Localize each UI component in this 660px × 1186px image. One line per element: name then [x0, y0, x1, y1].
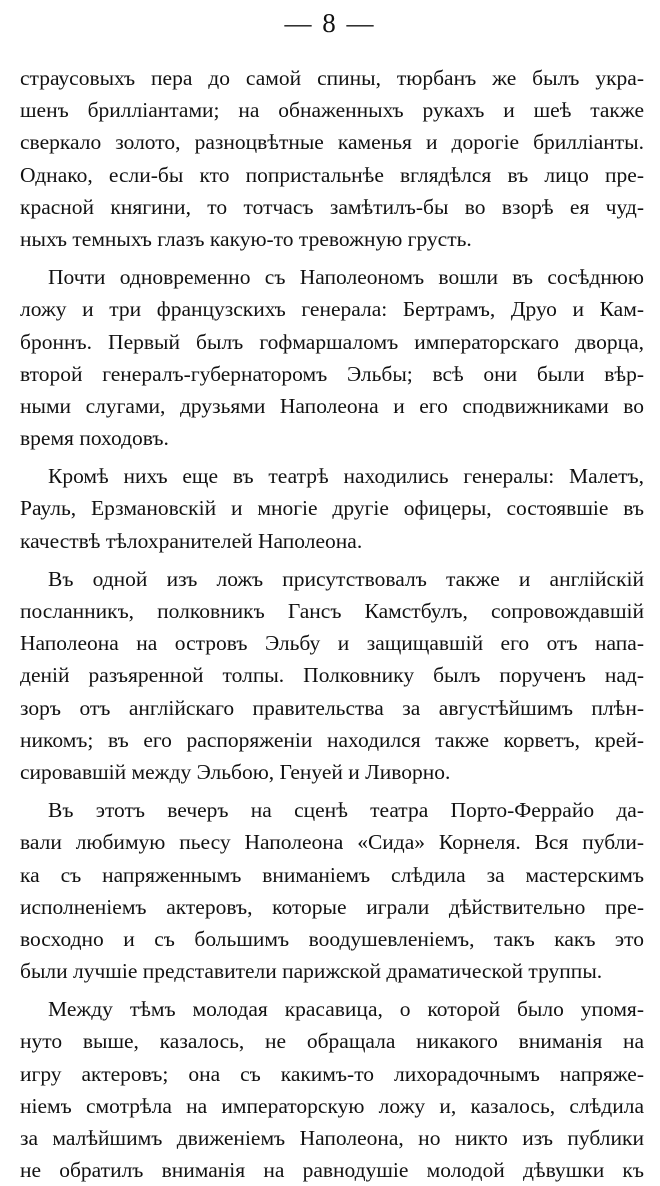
text-line: Въ одной изъ ложъ присутствовалъ также и англійскій: [48, 566, 644, 591]
page-number: — 8 —: [284, 8, 376, 38]
text-line: никомъ; въ его распоряженіи находился также корветъ, крей-: [20, 727, 644, 752]
text-line: броннъ. Первый былъ гофмаршаломъ императорскаго дворца,: [20, 329, 644, 354]
text-line: посланникъ, полковникъ Гансъ Камстбулъ, сопровождавшій: [20, 599, 644, 623]
text-line: красной княгини, то тотчасъ замѣтилъ-бы во взорѣ ея чуд-: [20, 194, 644, 219]
text-line: игру актеровъ; она съ какимъ-то лихорадочнымъ напряже-: [20, 1061, 644, 1086]
text-line: были лучшіе представители парижской драматической труппы.: [20, 959, 603, 984]
text-line: качествѣ тѣлохранителей Наполеона.: [20, 528, 363, 553]
text-line: Кромѣ нихъ еще въ театрѣ находились генералы: Малетъ,: [48, 464, 644, 489]
text-line: вали любимую пьесу Наполеона «Сида» Корнеля. Вся публи-: [20, 830, 644, 855]
text-line: страусовыхъ пера до самой спины, тюрбанъ же былъ укра-: [20, 66, 644, 90]
text-line: восходно и съ большимъ воодушевленіемъ, такъ какъ это: [20, 926, 644, 951]
text-line: ка съ напряженнымъ вниманіемъ слѣдила за мастерскимъ: [20, 862, 644, 887]
text-line: Въ этотъ вечеръ на сценѣ театра Порто-Феррайо да-: [48, 798, 644, 823]
text-line: Наполеона на островъ Эльбу и защищавшій его отъ напа-: [20, 631, 644, 656]
page-body-text: [20, 62, 644, 1186]
text-line: шенъ брилліантами; на обнаженныхъ рукахъ и шеѣ также: [20, 98, 644, 123]
text-line: второй генералъ-губернаторомъ Эльбы; всѣ они были вѣр-: [20, 361, 644, 386]
text-line: сировавшій между Эльбою, Генуей и Ливорно.: [20, 759, 451, 784]
text-line: исполненіемъ актеровъ, которые играли дѣйствительно пре-: [20, 894, 644, 919]
text-line: за малѣйшимъ движеніемъ Наполеона, но никто изъ публики: [20, 1126, 644, 1150]
text-line: Рауль, Ерзмановскій и многіе другіе офицеры, состоявшіе въ: [20, 496, 644, 521]
text-line: ными слугами, друзьями Наполеона и его сподвижниками во: [20, 393, 644, 418]
text-line: ныхъ темныхъ глазъ какую-то тревожную грусть.: [20, 226, 472, 251]
text-line: нуто выше, казалось, не обращала никакого вниманія на: [20, 1029, 644, 1054]
text-line: время походовъ.: [20, 426, 169, 451]
text-line: зоръ отъ англійскаго правительства за августѣйшимъ плѣн-: [20, 695, 644, 720]
text-line: Почти одновременно съ Наполеономъ вошли въ сосѣднюю: [48, 265, 644, 290]
text-line: сверкало золото, разноцвѣтные каменья и дорогіе брилліанты.: [20, 130, 644, 155]
text-line: ніемъ смотрѣла на императорскую ложу и, казалось, слѣдила: [20, 1093, 644, 1118]
text-line: не обратилъ вниманія на равнодушіе молодой дѣвушки къ: [20, 1158, 644, 1183]
text-line: Между тѣмъ молодая красавица, о которой было упомя-: [48, 997, 644, 1022]
text-line: деній разъяренной толпы. Полковнику былъ порученъ над-: [20, 663, 644, 688]
text-line: Однако, если-бы кто попристальнѣе вглядѣлся въ лицо пре-: [20, 162, 644, 187]
text-line: ложу и три французскихъ генерала: Бертрамъ, Друо и Кам-: [20, 297, 644, 322]
